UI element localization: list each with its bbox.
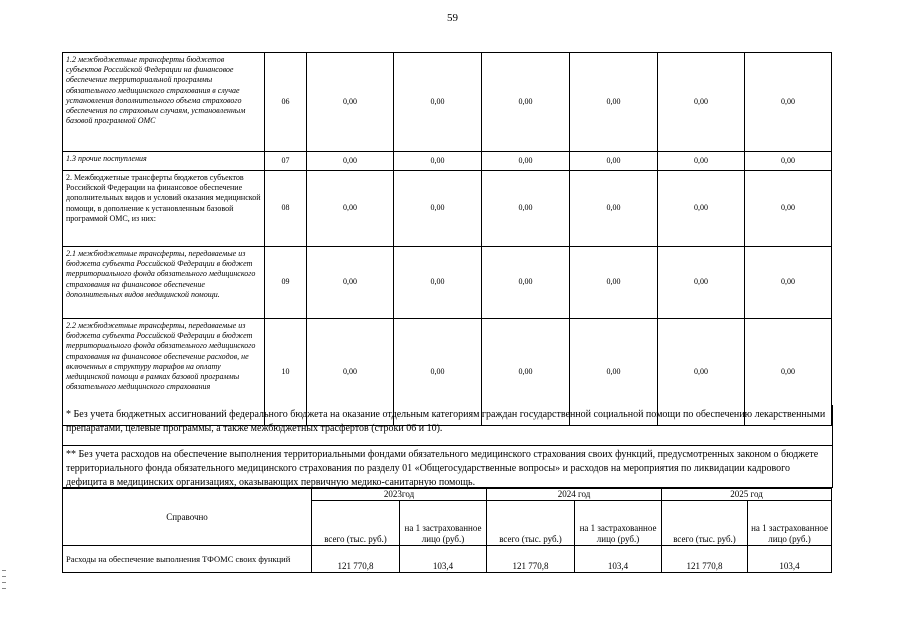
row-value: 0,00 — [745, 152, 832, 171]
row-value: 0,00 — [658, 152, 745, 171]
row-name: 2. Межбюджетные трансферты бюджетов субъектов Российской Федерации на финансовое обеспечение дополнительных видов и условий оказания медицинской помощи, в дополнение к установленным базовой программой ОМС, из них: — [63, 171, 265, 247]
row-value: 0,00 — [307, 171, 394, 247]
column-header-total: всего (тыс. руб.) — [487, 501, 575, 546]
row-value: 103,4 — [748, 546, 832, 573]
row-value: 0,00 — [482, 152, 570, 171]
row-value: 0,00 — [307, 152, 394, 171]
column-header-per-person: на 1 застрахованное лицо (руб.) — [575, 501, 662, 546]
column-header-per-person: на 1 застрахованное лицо (руб.) — [400, 501, 487, 546]
row-value: 0,00 — [658, 319, 745, 426]
row-name: 1.2 межбюджетные трансферты бюджетов субъектов Российской Федерации на финансовое обеспечение территориальной программы обязательного медицинского страхования в случае установления дополнительного объема страхового обеспечения по страховым случаям, установленным базовой программой ОМС — [63, 53, 265, 152]
row-value: 0,00 — [394, 53, 482, 152]
row-value: 0,00 — [482, 319, 570, 426]
row-code: 08 — [265, 171, 307, 247]
row-value: 0,00 — [570, 247, 658, 319]
row-value: 0,00 — [745, 247, 832, 319]
row-value: 0,00 — [570, 171, 658, 247]
row-value: 0,00 — [394, 171, 482, 247]
year-header: 2025 год — [662, 489, 832, 501]
row-code: 07 — [265, 152, 307, 171]
row-value: 0,00 — [570, 152, 658, 171]
year-header: 2023год — [312, 489, 487, 501]
year-header: 2024 год — [487, 489, 662, 501]
footnote-expenses: ** Без учета расходов на обеспечение выполнения территориальными фондами обязательного медицинского страхования своих функций, предусмотренных законом о бюджете территориального фонда обязательного медицинского страхования по разделу 01 «Общегосударственные вопросы» и расходов на мероприятия по ликвидации кадрового дефицита в медицинских организациях, оказывающих первичную медико-санитарную помощь. — [62, 445, 833, 488]
row-value: 0,00 — [307, 53, 394, 152]
row-value: 0,00 — [745, 319, 832, 426]
row-value: 103,4 — [575, 546, 662, 573]
reference-label: Справочно — [63, 489, 312, 546]
row-value: 0,00 — [570, 319, 658, 426]
row-code: 10 — [265, 319, 307, 426]
scan-margin-marks — [2, 570, 6, 600]
row-value: 0,00 — [394, 152, 482, 171]
row-name: 1.3 прочие поступления — [63, 152, 265, 171]
funding-table — [62, 52, 832, 426]
row-code: 06 — [265, 53, 307, 152]
row-code: 09 — [265, 247, 307, 319]
row-value: 0,00 — [307, 247, 394, 319]
row-value: 0,00 — [658, 247, 745, 319]
row-value: 0,00 — [482, 53, 570, 152]
row-value: 0,00 — [745, 53, 832, 152]
table-row — [63, 247, 832, 319]
table-row — [63, 53, 832, 152]
row-value: 0,00 — [307, 319, 394, 426]
row-value: 0,00 — [394, 247, 482, 319]
row-value: 0,00 — [570, 53, 658, 152]
row-value: 121 770,8 — [487, 546, 575, 573]
table-row — [63, 152, 832, 171]
row-value: 0,00 — [394, 319, 482, 426]
table-row — [63, 171, 832, 247]
row-value: 0,00 — [745, 171, 832, 247]
row-value: 0,00 — [658, 171, 745, 247]
table-row — [63, 546, 832, 573]
row-value: 121 770,8 — [312, 546, 400, 573]
reference-table — [62, 488, 832, 573]
column-header-total: всего (тыс. руб.) — [312, 501, 400, 546]
column-header-per-person: на 1 застрахованное лицо (руб.) — [748, 501, 832, 546]
row-value: 103,4 — [400, 546, 487, 573]
page-number: 59 — [447, 12, 458, 24]
column-header-total: всего (тыс. руб.) — [662, 501, 748, 546]
row-name: Расходы на обеспечение выполнения ТФОМС своих функций — [63, 546, 312, 573]
row-name: 2.1 межбюджетные трансферты, передаваемые из бюджета субъекта Российской Федерации в бюджет территориального фонда обязательного медицинского страхования на финансовое обеспечение дополнительных видов медицинской помощи. — [63, 247, 265, 319]
row-value: 121 770,8 — [662, 546, 748, 573]
row-value: 0,00 — [482, 247, 570, 319]
row-value: 0,00 — [658, 53, 745, 152]
footnote-budget: * Без учета бюджетных ассигнований федерального бюджета на оказание отдельным категориям граждан государственной социальной помощи по обеспечению лекарственными препаратами, целевые программы, а также межбюджетных трасфертов (строки 06 и 10). — [62, 405, 833, 446]
row-value: 0,00 — [482, 171, 570, 247]
row-name: 2.2 межбюджетные трансферты, передаваемые из бюджета субъекта Российской Федерации в бюджет территориального фонда обязательного медицинского страхования на финансовое обеспечение расходов, не включенных в структуру тарифов на оплату медицинской помощи в рамках базовой программы обязательного медицинского страхования — [63, 319, 265, 426]
